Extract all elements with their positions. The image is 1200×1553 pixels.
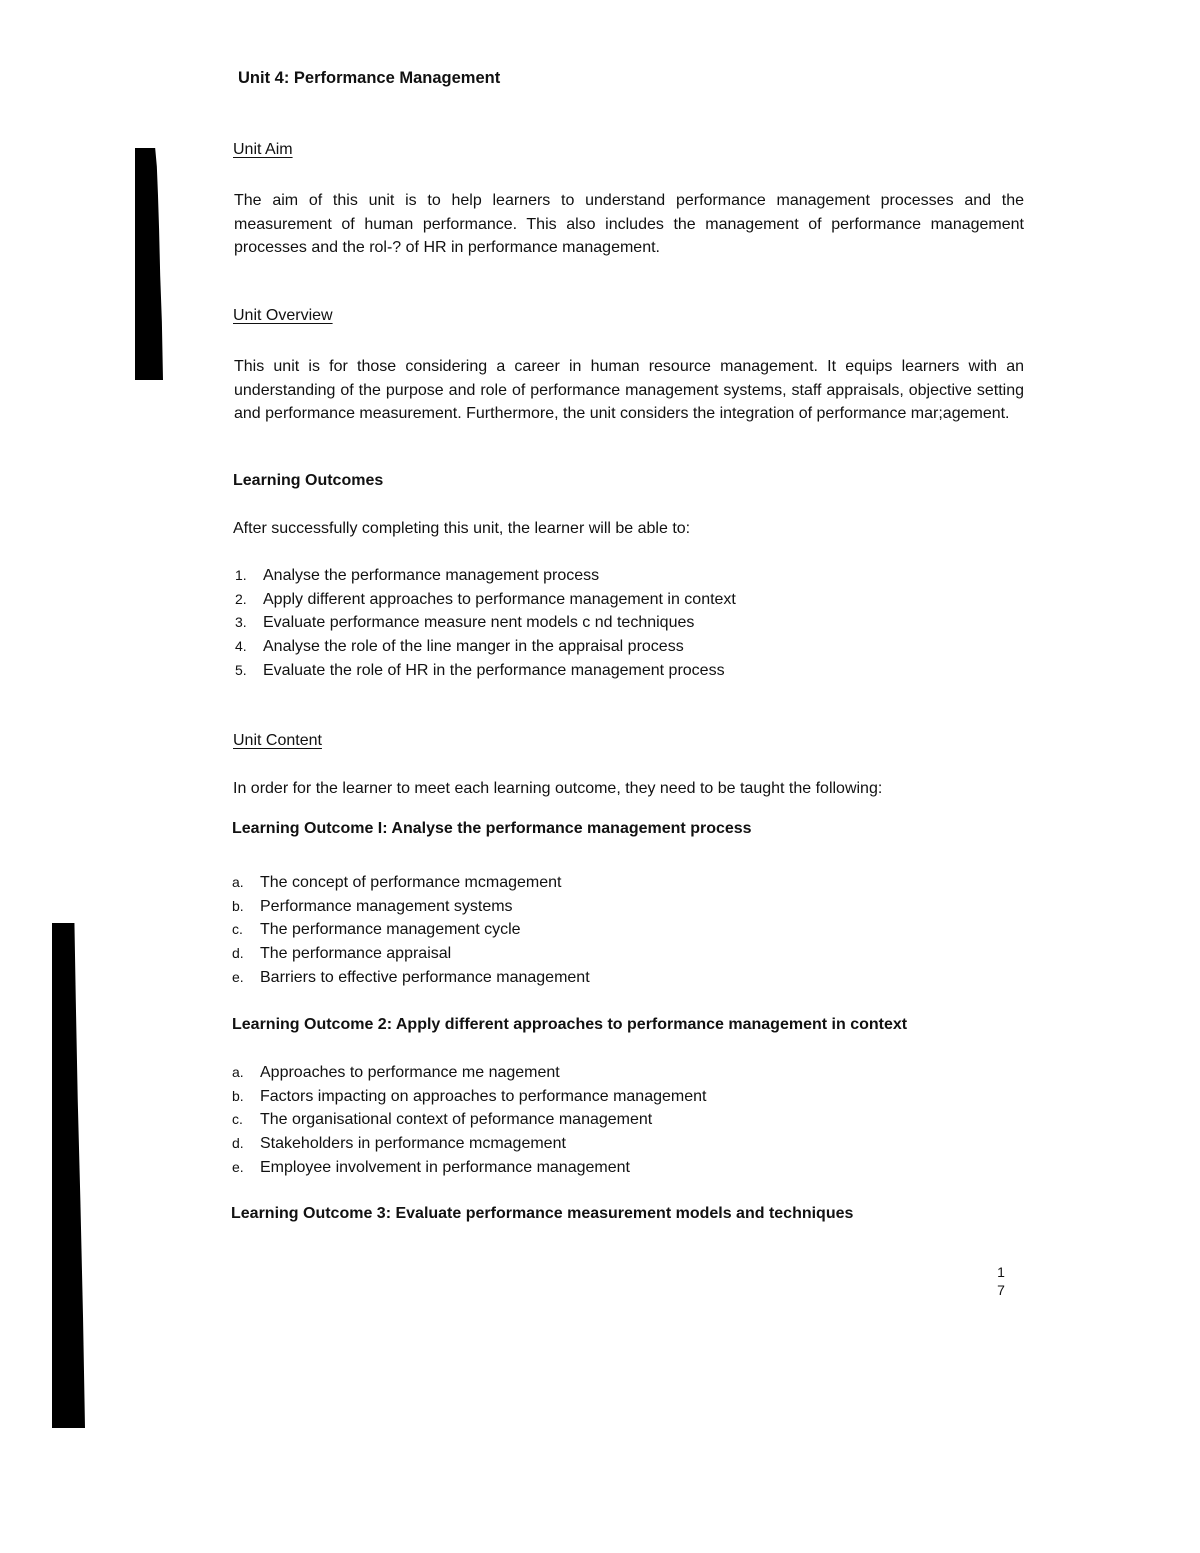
list-item-text: Apply different approaches to performance management in context: [263, 590, 736, 608]
list-marker: 3.: [235, 614, 247, 631]
list-item-text: The performance appraisal: [260, 945, 452, 963]
list-item: [232, 942, 590, 966]
outcome-2-heading: Learning Outcome 2: Apply different approaches to performance management in context: [232, 1016, 908, 1033]
list-item: [232, 1132, 706, 1156]
list-item: [232, 1085, 706, 1109]
list-marker: 5.: [235, 661, 247, 678]
outcome-1-list: [232, 871, 590, 989]
list-item: [232, 918, 590, 942]
unit-aim-heading: Unit Aim: [233, 141, 293, 158]
scan-artifact-bottom: [52, 923, 85, 1428]
learning-outcomes-heading: Learning Outcomes: [233, 472, 384, 489]
page-number-line1: 1: [997, 1264, 1005, 1280]
list-item-text: Factors impacting on approaches to performance management: [260, 1087, 707, 1105]
unit-aim-text: The aim of this unit is to help learners to understand performance management processes and the measurement of human performance. This also includes the management of performance management processes and the rol-? of HR in performance management.: [234, 192, 1024, 256]
unit-overview-text: This unit is for those considering a career in human resource management. It equips learners with an understanding of the purpose and role of performance management systems, staff appraisals, objective setting and performance measurement. Furthermore, the unit considers the integration of performance mar;agement.: [234, 358, 1024, 422]
list-item-text: Evaluate the role of HR in the performance management process: [263, 661, 725, 679]
list-item: [232, 1156, 706, 1180]
outcome-1-heading: Learning Outcome I: Analyse the performance management process: [232, 820, 752, 837]
list-item: [232, 1108, 706, 1132]
list-item-text: Approaches to performance me nagement: [260, 1064, 560, 1081]
list-item-text: Performance management systems: [260, 897, 513, 915]
learning-outcomes-list: [235, 564, 736, 682]
list-item: [232, 895, 590, 919]
list-marker: b.: [232, 897, 244, 914]
list-item: [235, 635, 736, 659]
list-marker: d.: [232, 1135, 244, 1152]
unit-content-heading: Unit Content: [233, 732, 322, 749]
list-marker: c.: [232, 1111, 243, 1128]
list-item-text: The performance management cycle: [260, 921, 521, 939]
list-item-text: Employee involvement in performance management: [260, 1158, 630, 1176]
outcome-2-list: [232, 1061, 706, 1179]
list-marker: a.: [232, 874, 244, 890]
list-marker: b.: [232, 1087, 244, 1104]
unit-overview-heading: Unit Overview: [233, 307, 333, 324]
page-title: Unit 4: Performance Management: [238, 69, 501, 87]
list-item-text: Evaluate performance measure nent models c nd techniques: [263, 614, 695, 632]
list-item: [232, 966, 590, 990]
outcome-3-heading: Learning Outcome 3: Evaluate performance measurement models and techniques: [231, 1205, 854, 1222]
list-item-text: Analyse the performance management process: [263, 567, 600, 584]
list-marker: 1.: [235, 567, 247, 583]
list-marker: 4.: [235, 638, 247, 655]
list-item-text: The organisational context of peformance management: [260, 1111, 653, 1129]
list-marker: 2.: [235, 590, 247, 607]
list-item: [235, 611, 736, 635]
list-item-text: Stakeholders in performance mcmagement: [260, 1135, 566, 1153]
list-marker: d.: [232, 945, 244, 962]
list-item: [232, 871, 590, 895]
list-item: [235, 659, 736, 683]
learning-outcomes-intro: After successfully completing this unit, the learner will be able to:: [233, 520, 691, 537]
page-number-line2: 7: [997, 1282, 1005, 1298]
list-marker: c.: [232, 921, 243, 938]
list-item: [235, 588, 736, 612]
list-marker: e.: [232, 968, 244, 985]
list-item-text: The concept of performance mcmagement: [260, 874, 562, 891]
unit-content-intro: In order for the learner to meet each learning outcome, they need to be taught the following:: [233, 780, 883, 797]
scan-artifact-top: [135, 148, 163, 380]
list-marker: a.: [232, 1064, 244, 1080]
list-marker: e.: [232, 1158, 244, 1175]
list-item-text: Barriers to effective performance management: [260, 968, 590, 986]
list-item-text: Analyse the role of the line manger in the appraisal process: [263, 638, 684, 656]
list-item: [235, 564, 736, 588]
list-item: [232, 1061, 706, 1085]
